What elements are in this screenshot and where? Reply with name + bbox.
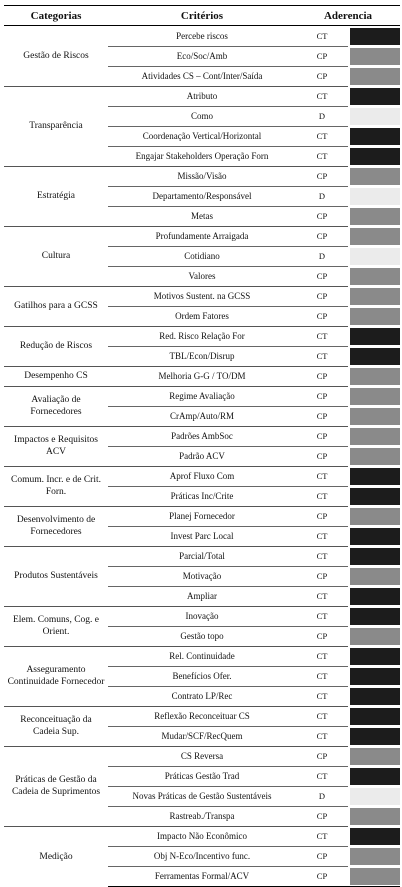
category-cell: Produtos Sustentáveis	[4, 546, 108, 606]
criterio-cell: Engajar Stakeholders Operação Forn	[108, 146, 296, 166]
aderencia-code-cell: CT	[296, 486, 348, 506]
aderencia-swatch-cell	[348, 286, 400, 306]
criterio-cell: Contrato LP/Rec	[108, 686, 296, 706]
aderencia-code-cell: CP	[296, 446, 348, 466]
aderencia-swatch-cell	[348, 86, 400, 106]
aderencia-swatch-cell	[348, 406, 400, 426]
table-row	[4, 386, 400, 406]
aderencia-code-cell: CT	[296, 346, 348, 366]
criterio-cell: Obj N-Eco/Incentivo func.	[108, 846, 296, 866]
aderencia-swatch-cell	[348, 606, 400, 626]
aderencia-code-cell: CT	[296, 326, 348, 346]
criterio-cell: Regime Avaliação	[108, 386, 296, 406]
aderencia-swatch	[350, 268, 400, 285]
aderencia-swatch-cell	[348, 546, 400, 566]
aderencia-code-cell: CT	[296, 586, 348, 606]
aderencia-swatch	[350, 208, 400, 225]
aderencia-code-cell: D	[296, 186, 348, 206]
table-row	[4, 426, 400, 446]
category-cell: Medição	[4, 826, 108, 887]
aderencia-swatch	[350, 188, 400, 205]
criterio-cell: Padrões AmbSoc	[108, 426, 296, 446]
aderencia-swatch-cell	[348, 846, 400, 866]
aderencia-swatch	[350, 68, 400, 85]
aderencia-swatch-cell	[348, 426, 400, 446]
aderencia-swatch-cell	[348, 446, 400, 466]
aderencia-code-cell: CP	[296, 386, 348, 406]
criterio-cell: Missão/Visão	[108, 166, 296, 186]
table-row	[4, 166, 400, 186]
category-cell: Práticas de Gestão da Cadeia de Suprimentos	[4, 746, 108, 826]
aderencia-swatch	[350, 848, 400, 865]
aderencia-swatch-cell	[348, 326, 400, 346]
aderencia-swatch	[350, 868, 400, 885]
table-row	[4, 26, 400, 47]
aderencia-code-cell: CT	[296, 546, 348, 566]
aderencia-swatch-cell	[348, 186, 400, 206]
criterio-cell: Metas	[108, 206, 296, 226]
aderencia-code-cell: CP	[296, 166, 348, 186]
aderencia-swatch	[350, 228, 400, 245]
table-row	[4, 646, 400, 666]
category-cell: Estratégia	[4, 166, 108, 226]
aderencia-swatch-cell	[348, 126, 400, 146]
aderencia-swatch	[350, 828, 400, 845]
aderencia-code-cell: CT	[296, 726, 348, 746]
aderencia-code-cell: CT	[296, 26, 348, 47]
criterio-cell: Ferramentas Formal/ACV	[108, 866, 296, 887]
aderencia-swatch	[350, 408, 400, 425]
aderencia-code-cell: CP	[296, 366, 348, 386]
criterio-cell: Valores	[108, 266, 296, 286]
aderencia-swatch	[350, 508, 400, 525]
aderencia-swatch-cell	[348, 366, 400, 386]
table-row	[4, 226, 400, 246]
criterio-cell: Ordem Fatores	[108, 306, 296, 326]
adherence-table	[4, 5, 400, 887]
aderencia-swatch-cell	[348, 26, 400, 47]
category-cell: Gestão de Riscos	[4, 26, 108, 87]
aderencia-code-cell: CP	[296, 626, 348, 646]
aderencia-swatch-cell	[348, 246, 400, 266]
aderencia-swatch	[350, 748, 400, 765]
aderencia-code-cell: CP	[296, 226, 348, 246]
aderencia-swatch-cell	[348, 206, 400, 226]
aderencia-swatch-cell	[348, 726, 400, 746]
aderencia-code-cell: CP	[296, 566, 348, 586]
criterio-cell: Ampliar	[108, 586, 296, 606]
table-row	[4, 466, 400, 486]
aderencia-code-cell: CP	[296, 206, 348, 226]
aderencia-swatch-cell	[348, 646, 400, 666]
category-cell: Avaliação de Fornecedores	[4, 386, 108, 426]
category-cell: Desenvolvimento de Fornecedores	[4, 506, 108, 546]
aderencia-code-cell: CP	[296, 266, 348, 286]
criterio-cell: Impacto Não Econômico	[108, 826, 296, 846]
aderencia-swatch	[350, 368, 400, 385]
aderencia-swatch	[350, 308, 400, 325]
criterio-cell: Cotidiano	[108, 246, 296, 266]
aderencia-swatch-cell	[348, 746, 400, 766]
criterio-cell: Coordenação Vertical/Horizontal	[108, 126, 296, 146]
aderencia-swatch-cell	[348, 826, 400, 846]
aderencia-swatch-cell	[348, 706, 400, 726]
category-cell: Transparência	[4, 86, 108, 166]
category-cell: Comum. Incr. e de Crit. Forn.	[4, 466, 108, 506]
criterio-cell: Mudar/SCF/RecQuem	[108, 726, 296, 746]
aderencia-code-cell: CT	[296, 606, 348, 626]
aderencia-code-cell: CT	[296, 826, 348, 846]
criterio-cell: Motivação	[108, 566, 296, 586]
aderencia-swatch-cell	[348, 166, 400, 186]
aderencia-code-cell: CP	[296, 746, 348, 766]
aderencia-swatch-cell	[348, 566, 400, 586]
category-cell: Impactos e Requisitos ACV	[4, 426, 108, 466]
criterio-cell: Atributo	[108, 86, 296, 106]
aderencia-swatch	[350, 728, 400, 745]
aderencia-swatch-cell	[348, 66, 400, 86]
criterio-cell: TBL/Econ/Disrup	[108, 346, 296, 366]
aderencia-swatch-cell	[348, 146, 400, 166]
header-categorias: Categorias	[4, 6, 108, 26]
table-row	[4, 546, 400, 566]
aderencia-swatch	[350, 448, 400, 465]
aderencia-swatch	[350, 808, 400, 825]
aderencia-swatch	[350, 248, 400, 265]
aderencia-swatch	[350, 108, 400, 125]
aderencia-swatch	[350, 348, 400, 365]
aderencia-swatch-cell	[348, 686, 400, 706]
criterio-cell: Eco/Soc/Amb	[108, 46, 296, 66]
criterio-cell: CrAmp/Auto/RM	[108, 406, 296, 426]
aderencia-swatch	[350, 288, 400, 305]
aderencia-swatch-cell	[348, 786, 400, 806]
aderencia-swatch	[350, 88, 400, 105]
table-row	[4, 506, 400, 526]
aderencia-swatch-cell	[348, 386, 400, 406]
criterio-cell: Benefícios Ofer.	[108, 666, 296, 686]
aderencia-swatch-cell	[348, 46, 400, 66]
aderencia-swatch-cell	[348, 666, 400, 686]
aderencia-swatch	[350, 528, 400, 545]
header-aderencia: Aderencia	[296, 6, 400, 26]
table-row	[4, 826, 400, 846]
aderencia-swatch	[350, 388, 400, 405]
category-cell: Desempenho CS	[4, 366, 108, 386]
aderencia-swatch-cell	[348, 866, 400, 887]
category-cell: Reconceituação da Cadeia Sup.	[4, 706, 108, 746]
criterio-cell: Padrão ACV	[108, 446, 296, 466]
aderencia-swatch-cell	[348, 346, 400, 366]
aderencia-code-cell: CT	[296, 706, 348, 726]
header-criterios: Critérios	[108, 6, 296, 26]
aderencia-code-cell: CP	[296, 806, 348, 826]
aderencia-code-cell: CT	[296, 86, 348, 106]
aderencia-swatch	[350, 128, 400, 145]
aderencia-code-cell: D	[296, 106, 348, 126]
aderencia-code-cell: CP	[296, 426, 348, 446]
aderencia-code-cell: D	[296, 246, 348, 266]
category-cell: Cultura	[4, 226, 108, 286]
aderencia-swatch	[350, 648, 400, 665]
table-row	[4, 86, 400, 106]
aderencia-code-cell: CP	[296, 46, 348, 66]
criterio-cell: Departamento/Responsável	[108, 186, 296, 206]
aderencia-swatch-cell	[348, 766, 400, 786]
aderencia-swatch-cell	[348, 466, 400, 486]
criterio-cell: CS Reversa	[108, 746, 296, 766]
table-row	[4, 606, 400, 626]
aderencia-code-cell: CP	[296, 66, 348, 86]
criterio-cell: Reflexão Reconceituar CS	[108, 706, 296, 726]
aderencia-swatch-cell	[348, 226, 400, 246]
aderencia-code-cell: CT	[296, 146, 348, 166]
aderencia-swatch-cell	[348, 486, 400, 506]
aderencia-code-cell: CP	[296, 866, 348, 887]
criterio-cell: Novas Práticas de Gestão Sustentáveis	[108, 786, 296, 806]
aderencia-code-cell: CT	[296, 126, 348, 146]
criterio-cell: Invest Parc Local	[108, 526, 296, 546]
aderencia-swatch-cell	[348, 626, 400, 646]
aderencia-swatch	[350, 708, 400, 725]
aderencia-swatch	[350, 48, 400, 65]
criterio-cell: Aprof Fluxo Com	[108, 466, 296, 486]
criterio-cell: Como	[108, 106, 296, 126]
criterio-cell: Atividades CS – Cont/Inter/Saída	[108, 66, 296, 86]
header-row	[4, 6, 400, 26]
aderencia-code-cell: CT	[296, 686, 348, 706]
aderencia-code-cell: CT	[296, 766, 348, 786]
aderencia-swatch	[350, 688, 400, 705]
aderencia-swatch-cell	[348, 266, 400, 286]
aderencia-code-cell: CP	[296, 846, 348, 866]
criterio-cell: Práticas Gestão Trad	[108, 766, 296, 786]
criterio-cell: Parcial/Total	[108, 546, 296, 566]
aderencia-swatch	[350, 628, 400, 645]
aderencia-code-cell: D	[296, 786, 348, 806]
aderencia-swatch	[350, 148, 400, 165]
category-cell: Gatilhos para a GCSS	[4, 286, 108, 326]
aderencia-swatch	[350, 768, 400, 785]
aderencia-swatch	[350, 488, 400, 505]
aderencia-swatch-cell	[348, 586, 400, 606]
aderencia-swatch-cell	[348, 106, 400, 126]
category-cell: Asseguramento Continuidade Fornecedor	[4, 646, 108, 706]
aderencia-swatch	[350, 168, 400, 185]
criterio-cell: Rel. Continuidade	[108, 646, 296, 666]
criterio-cell: Inovação	[108, 606, 296, 626]
aderencia-swatch	[350, 588, 400, 605]
aderencia-swatch	[350, 608, 400, 625]
criterio-cell: Percebe riscos	[108, 26, 296, 47]
table-row	[4, 706, 400, 726]
table-row	[4, 326, 400, 346]
table-row	[4, 746, 400, 766]
category-cell: Elem. Comuns, Cog. e Orient.	[4, 606, 108, 646]
criterio-cell: Red. Risco Relação For	[108, 326, 296, 346]
criterio-cell: Profundamente Arraigada	[108, 226, 296, 246]
criterio-cell: Rastreab./Transpa	[108, 806, 296, 826]
aderencia-code-cell: CP	[296, 286, 348, 306]
aderencia-code-cell: CT	[296, 526, 348, 546]
aderencia-code-cell: CP	[296, 406, 348, 426]
table-row	[4, 366, 400, 386]
aderencia-code-cell: CT	[296, 466, 348, 486]
aderencia-swatch	[350, 468, 400, 485]
category-cell: Redução de Riscos	[4, 326, 108, 366]
aderencia-swatch	[350, 568, 400, 585]
criterio-cell: Melhoria G-G / TO/DM	[108, 366, 296, 386]
table-body	[4, 26, 400, 887]
aderencia-code-cell: CT	[296, 666, 348, 686]
aderencia-swatch	[350, 548, 400, 565]
criterio-cell: Planej Fornecedor	[108, 506, 296, 526]
criterio-cell: Práticas Inc/Crite	[108, 486, 296, 506]
criterio-cell: Motivos Sustent. na GCSS	[108, 286, 296, 306]
aderencia-swatch	[350, 428, 400, 445]
aderencia-swatch	[350, 668, 400, 685]
table-row	[4, 286, 400, 306]
aderencia-swatch-cell	[348, 506, 400, 526]
aderencia-swatch-cell	[348, 526, 400, 546]
aderencia-swatch-cell	[348, 306, 400, 326]
aderencia-swatch-cell	[348, 806, 400, 826]
aderencia-code-cell: CP	[296, 506, 348, 526]
aderencia-swatch	[350, 788, 400, 805]
criterio-cell: Gestão topo	[108, 626, 296, 646]
aderencia-swatch	[350, 28, 400, 45]
aderencia-code-cell: CT	[296, 646, 348, 666]
aderencia-code-cell: CP	[296, 306, 348, 326]
aderencia-swatch	[350, 328, 400, 345]
